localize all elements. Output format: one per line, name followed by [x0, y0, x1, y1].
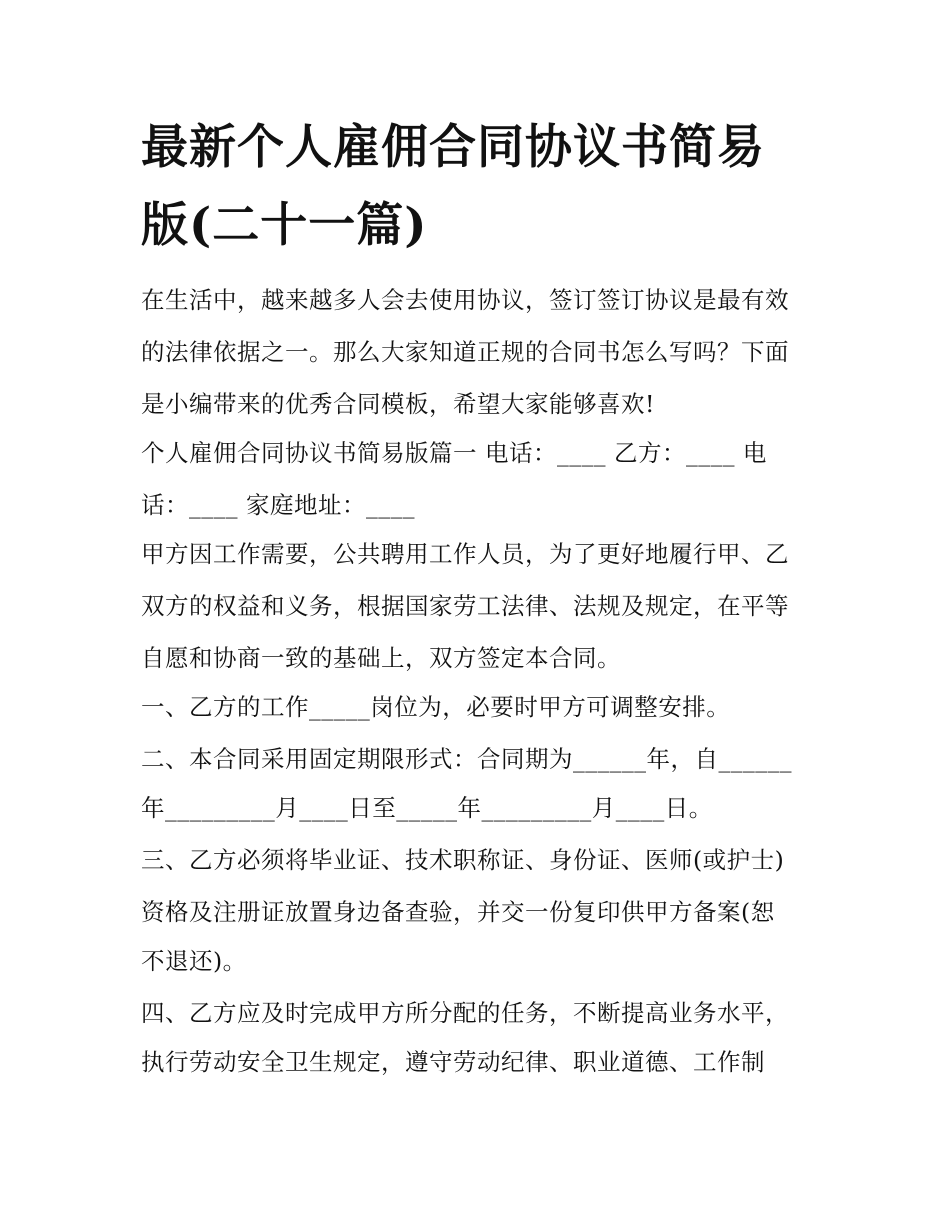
body-line: 四、乙方应及时完成甲方所分配的任务，不断提高业务水平，: [141, 999, 789, 1027]
body-line: 话：____ 家庭地址：____: [141, 491, 415, 519]
body-line: 年_________月____日至_____年_________月____日。: [141, 794, 713, 822]
body-line: 在生活中，越来越多人会去使用协议，签订签订协议是最有效: [141, 286, 789, 314]
document-title-line-2: 版(二十一篇): [141, 198, 428, 253]
body-line: 三、乙方必须将毕业证、技术职称证、身份证、医师(或护士): [141, 846, 785, 874]
body-line: 资格及注册证放置身边备查验，并交一份复印供甲方备案(恕: [141, 898, 775, 926]
body-line: 甲方因工作需要，公共聘用工作人员，为了更好地履行甲、乙: [141, 540, 789, 568]
body-line: 个人雇佣合同协议书简易版篇一 电话：____ 乙方：____ 电: [141, 439, 767, 467]
body-line: 的法律依据之一。那么大家知道正规的合同书怎么写吗？下面: [141, 338, 789, 366]
body-line: 一、乙方的工作_____岗位为，必要时甲方可调整安排。: [141, 693, 731, 721]
body-line: 二、本合同采用固定期限形式：合同期为______年，自______: [141, 745, 792, 773]
body-line: 执行劳动安全卫生规定，遵守劳动纪律、职业道德、工作制: [141, 1048, 765, 1076]
body-line: 自愿和协商一致的基础上，双方签定本合同。: [141, 644, 621, 672]
body-line: 双方的权益和义务，根据国家劳工法律、法规及规定，在平等: [141, 592, 789, 620]
body-line: 是小编带来的优秀合同模板，希望大家能够喜欢!: [141, 390, 655, 418]
body-line: 不退还)。: [141, 947, 247, 975]
document-title-line-1: 最新个人雇佣合同协议书简易: [141, 120, 765, 175]
